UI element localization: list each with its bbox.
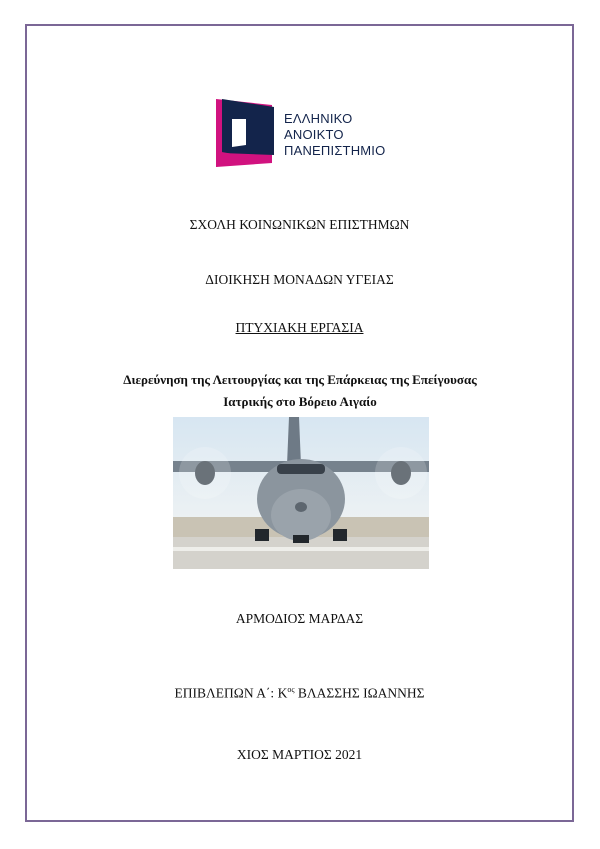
school-name: ΣΧΟΛΗ ΚΟΙΝΩΝΙΚΩΝ ΕΠΙΣΤΗΜΩΝ [189,217,410,232]
logo-line-2: ΑΝΟΙΚΤΟ [284,127,344,142]
university-logo [210,97,400,169]
thesis-title [60,369,540,413]
document-type: ΠΤΥΧΙΑΚΗ ΕΡΓΑΣΙΑ [235,320,364,335]
supervisor-line [25,685,574,702]
supervisor-name: ΒΛΑΣΣΗΣ ΙΩΑΝΝΗΣ [294,685,425,701]
supervisor-prefix: ΕΠΙΒΛΕΠΩΝ Α΄: Κ [174,685,288,701]
author-name: ΑΡΜΟΔΙΟΣ ΜΑΡΔΑΣ [235,611,364,626]
cover-photo [173,417,429,576]
thesis-title-line-1: Διερεύνηση της Λειτουργίας και της Επάρκειας της Επείγουσας [123,372,477,387]
thesis-title-line-2: Ιατρικής στο Βόρειο Αιγαίο [223,394,377,409]
logo-line-3: ΠΑΝΕΠΙΣΤΗΜΙΟ [284,143,386,158]
supervisor-superscript: ος [287,685,295,694]
program-name: ΔΙΟΙΚΗΣΗ ΜΟΝΑΔΩΝ ΥΓΕΙΑΣ [205,272,394,287]
university-logo-icon [210,97,280,169]
logo-wordmark [284,111,385,159]
place-date: ΧΙΟΣ ΜΑΡΤΙΟΣ 2021 [236,747,363,762]
logo-line-1: ΕΛΛΗΝΙΚΟ [284,111,353,126]
